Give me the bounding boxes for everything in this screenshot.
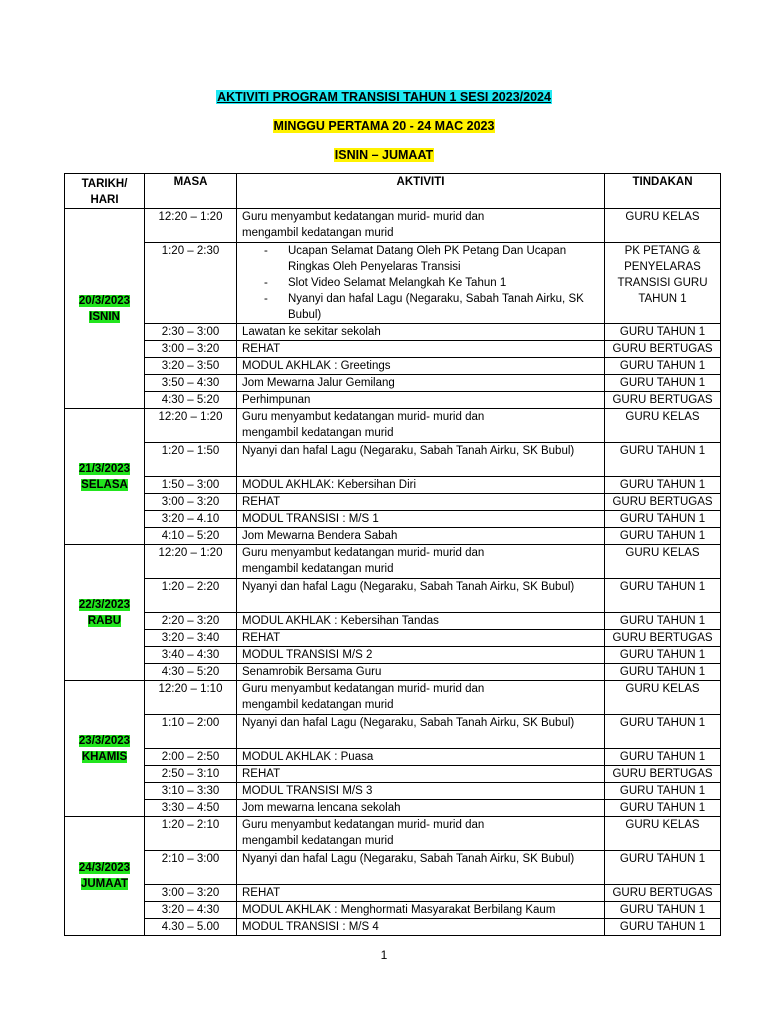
- table-row: [65, 477, 721, 494]
- action-cell: GURU TAHUN 1: [605, 647, 721, 664]
- time-cell: 1:50 – 3:00: [145, 477, 237, 494]
- time-cell: 3:50 – 4:30: [145, 375, 237, 392]
- table-row: [65, 375, 721, 392]
- time-cell: 12:20 – 1:20: [145, 209, 237, 243]
- table-row: [65, 358, 721, 375]
- activity-cell: MODUL AKHLAK : Greetings: [237, 358, 605, 375]
- action-cell: GURU BERTUGAS: [605, 392, 721, 409]
- activity-cell: Lawatan ke sekitar sekolah: [237, 324, 605, 341]
- activity-bullet: - Nyanyi dan hafal Lagu (Negaraku, Sabah Tanah Airku, SK Bubul): [242, 291, 599, 323]
- day-text: JUMAAT: [80, 878, 129, 890]
- action-cell: GURU KELAS: [605, 817, 721, 851]
- time-cell: 3:40 – 4:30: [145, 647, 237, 664]
- table-row: [65, 341, 721, 358]
- time-cell: 2:30 – 3:00: [145, 324, 237, 341]
- table-row: [65, 766, 721, 783]
- activity-cell: MODUL TRANSISI M/S 2: [237, 647, 605, 664]
- date-text: 20/3/2023: [78, 294, 131, 307]
- date-cell: [65, 545, 145, 681]
- table-row: [65, 494, 721, 511]
- schedule-body: [65, 209, 721, 936]
- time-cell: 1:20 – 2:20: [145, 579, 237, 613]
- activity-bullet-list: [242, 243, 599, 323]
- table-row: [65, 851, 721, 885]
- table-row: [65, 885, 721, 902]
- action-cell: GURU BERTUGAS: [605, 630, 721, 647]
- action-cell: GURU TAHUN 1: [605, 613, 721, 630]
- table-row: [65, 613, 721, 630]
- action-cell: GURU TAHUN 1: [605, 783, 721, 800]
- action-cell: GURU BERTUGAS: [605, 494, 721, 511]
- date-cell: [65, 817, 145, 936]
- action-cell: GURU KELAS: [605, 681, 721, 715]
- activity-cell: [237, 243, 605, 324]
- activity-cell: REHAT: [237, 494, 605, 511]
- table-row: [65, 511, 721, 528]
- date-text: 21/3/2023: [78, 462, 131, 475]
- activity-cell: REHAT: [237, 766, 605, 783]
- action-cell: GURU TAHUN 1: [605, 851, 721, 885]
- activity-cell: MODUL AKHLAK: Kebersihan Diri: [237, 477, 605, 494]
- action-cell: GURU BERTUGAS: [605, 885, 721, 902]
- activity-cell: Jom mewarna lencana sekolah: [237, 800, 605, 817]
- activity-cell: Nyanyi dan hafal Lagu (Negaraku, Sabah Tanah Airku, SK Bubul): [237, 443, 605, 477]
- page-number: 1: [380, 948, 388, 962]
- time-cell: 3:20 – 4.10: [145, 511, 237, 528]
- activity-cell: MODUL TRANSISI : M/S 1: [237, 511, 605, 528]
- time-cell: 12:20 – 1:10: [145, 681, 237, 715]
- action-cell: GURU TAHUN 1: [605, 477, 721, 494]
- table-row: [65, 902, 721, 919]
- time-cell: 4.30 – 5.00: [145, 919, 237, 936]
- action-cell: GURU TAHUN 1: [605, 375, 721, 392]
- activity-cell: MODUL AKHLAK : Puasa: [237, 749, 605, 766]
- activity-cell: Guru menyambut kedatangan murid- murid dan mengambil kedatangan murid: [237, 817, 605, 851]
- activity-cell: MODUL AKHLAK : Kebersihan Tandas: [237, 613, 605, 630]
- action-cell: GURU BERTUGAS: [605, 341, 721, 358]
- activity-cell: Nyanyi dan hafal Lagu (Negaraku, Sabah Tanah Airku, SK Bubul): [237, 579, 605, 613]
- action-cell: GURU BERTUGAS: [605, 766, 721, 783]
- activity-cell: REHAT: [237, 885, 605, 902]
- action-cell: GURU TAHUN 1: [605, 664, 721, 681]
- document-title: AKTIVITI PROGRAM TRANSISI TAHUN 1 SESI 2023/2024: [217, 90, 551, 104]
- activity-cell: Jom Mewarna Jalur Gemilang: [237, 375, 605, 392]
- action-cell: GURU TAHUN 1: [605, 579, 721, 613]
- action-cell: GURU KELAS: [605, 545, 721, 579]
- table-row: [65, 664, 721, 681]
- time-cell: 4:30 – 5:20: [145, 664, 237, 681]
- activity-cell: Jom Mewarna Bendera Sabah: [237, 528, 605, 545]
- action-cell: GURU TAHUN 1: [605, 800, 721, 817]
- table-row: [65, 919, 721, 936]
- action-cell: GURU TAHUN 1: [605, 715, 721, 749]
- header-tindakan: TINDAKAN: [605, 174, 721, 209]
- table-row: [65, 715, 721, 749]
- day-text: KHAMIS: [81, 750, 128, 763]
- action-cell: GURU TAHUN 1: [605, 528, 721, 545]
- table-row: [65, 392, 721, 409]
- action-cell: GURU TAHUN 1: [605, 511, 721, 528]
- date-cell: [65, 409, 145, 545]
- time-cell: 3:20 – 3:50: [145, 358, 237, 375]
- table-row: [65, 579, 721, 613]
- action-cell: GURU TAHUN 1: [605, 443, 721, 477]
- time-cell: 3:00 – 3:20: [145, 885, 237, 902]
- table-row: [65, 324, 721, 341]
- activity-cell: Guru menyambut kedatangan murid- murid dan mengambil kedatangan murid: [237, 209, 605, 243]
- date-text: 24/3/2023: [78, 862, 131, 874]
- date-text: 22/3/2023: [78, 598, 131, 611]
- activity-cell: MODUL AKHLAK : Menghormati Masyarakat Berbilang Kaum: [237, 902, 605, 919]
- time-cell: 3:00 – 3:20: [145, 341, 237, 358]
- day-text: RABU: [87, 614, 122, 627]
- day-text: ISNIN: [89, 310, 120, 323]
- activity-cell: Nyanyi dan hafal Lagu (Negaraku, Sabah Tanah Airku, SK Bubul): [237, 851, 605, 885]
- time-cell: 3:20 – 3:40: [145, 630, 237, 647]
- action-cell: GURU TAHUN 1: [605, 324, 721, 341]
- action-cell: GURU TAHUN 1: [605, 358, 721, 375]
- header-masa: MASA: [145, 174, 237, 209]
- day-text: SELASA: [81, 478, 128, 491]
- activity-cell: Guru menyambut kedatangan murid- murid dan mengambil kedatangan murid: [237, 545, 605, 579]
- table-row: [65, 647, 721, 664]
- activity-cell: Senamrobik Bersama Guru: [237, 664, 605, 681]
- header-aktiviti: AKTIVITI: [237, 174, 605, 209]
- activity-bullet: - Ucapan Selamat Datang Oleh PK Petang Dan Ucapan Ringkas Oleh Penyelaras Transisi: [242, 243, 599, 275]
- schedule-table: [64, 173, 721, 936]
- table-row: [65, 783, 721, 800]
- time-cell: 2:50 – 3:10: [145, 766, 237, 783]
- table-row: [65, 243, 721, 324]
- time-cell: 4:10 – 5:20: [145, 528, 237, 545]
- activity-cell: Guru menyambut kedatangan murid- murid dan mengambil kedatangan murid: [237, 681, 605, 715]
- activity-cell: REHAT: [237, 341, 605, 358]
- date-cell: [65, 681, 145, 817]
- table-row: [65, 800, 721, 817]
- table-row: [65, 545, 721, 579]
- time-cell: 1:20 – 2:30: [145, 243, 237, 324]
- table-row: [65, 443, 721, 477]
- time-cell: 2:00 – 2:50: [145, 749, 237, 766]
- action-cell: GURU KELAS: [605, 409, 721, 443]
- table-row: [65, 409, 721, 443]
- time-cell: 1:10 – 2:00: [145, 715, 237, 749]
- activity-cell: Nyanyi dan hafal Lagu (Negaraku, Sabah Tanah Airku, SK Bubul): [237, 715, 605, 749]
- table-row: [65, 528, 721, 545]
- header-tarikh: TARIKH/ HARI: [65, 174, 145, 209]
- time-cell: 1:20 – 2:10: [145, 817, 237, 851]
- activity-cell: MODUL TRANSISI : M/S 4: [237, 919, 605, 936]
- time-cell: 12:20 – 1:20: [145, 409, 237, 443]
- table-row: [65, 817, 721, 851]
- table-row: [65, 630, 721, 647]
- activity-cell: MODUL TRANSISI M/S 3: [237, 783, 605, 800]
- time-cell: 12:20 – 1:20: [145, 545, 237, 579]
- time-cell: 3:20 – 4:30: [145, 902, 237, 919]
- action-cell: PK PETANG & PENYELARAS TRANSISI GURU TAHUN 1: [605, 243, 721, 324]
- time-cell: 2:20 – 3:20: [145, 613, 237, 630]
- action-cell: GURU TAHUN 1: [605, 919, 721, 936]
- time-cell: 3:30 – 4:50: [145, 800, 237, 817]
- activity-cell: Perhimpunan: [237, 392, 605, 409]
- activity-bullet: - Slot Video Selamat Melangkah Ke Tahun 1: [242, 275, 599, 291]
- action-cell: GURU KELAS: [605, 209, 721, 243]
- days-label: ISNIN – JUMAAT: [334, 148, 434, 162]
- time-cell: 3:10 – 3:30: [145, 783, 237, 800]
- time-cell: 2:10 – 3:00: [145, 851, 237, 885]
- activity-cell: Guru menyambut kedatangan murid- murid dan mengambil kedatangan murid: [237, 409, 605, 443]
- document-subtitle: MINGGU PERTAMA 20 - 24 MAC 2023: [273, 119, 495, 133]
- date-text: 23/3/2023: [78, 734, 131, 747]
- action-cell: GURU TAHUN 1: [605, 902, 721, 919]
- table-row: [65, 749, 721, 766]
- time-cell: 4:30 – 5:20: [145, 392, 237, 409]
- date-cell: [65, 209, 145, 409]
- table-row: [65, 681, 721, 715]
- action-cell: GURU TAHUN 1: [605, 749, 721, 766]
- time-cell: 1:20 – 1:50: [145, 443, 237, 477]
- table-row: [65, 209, 721, 243]
- time-cell: 3:00 – 3:20: [145, 494, 237, 511]
- header-row: [65, 174, 721, 209]
- activity-cell: REHAT: [237, 630, 605, 647]
